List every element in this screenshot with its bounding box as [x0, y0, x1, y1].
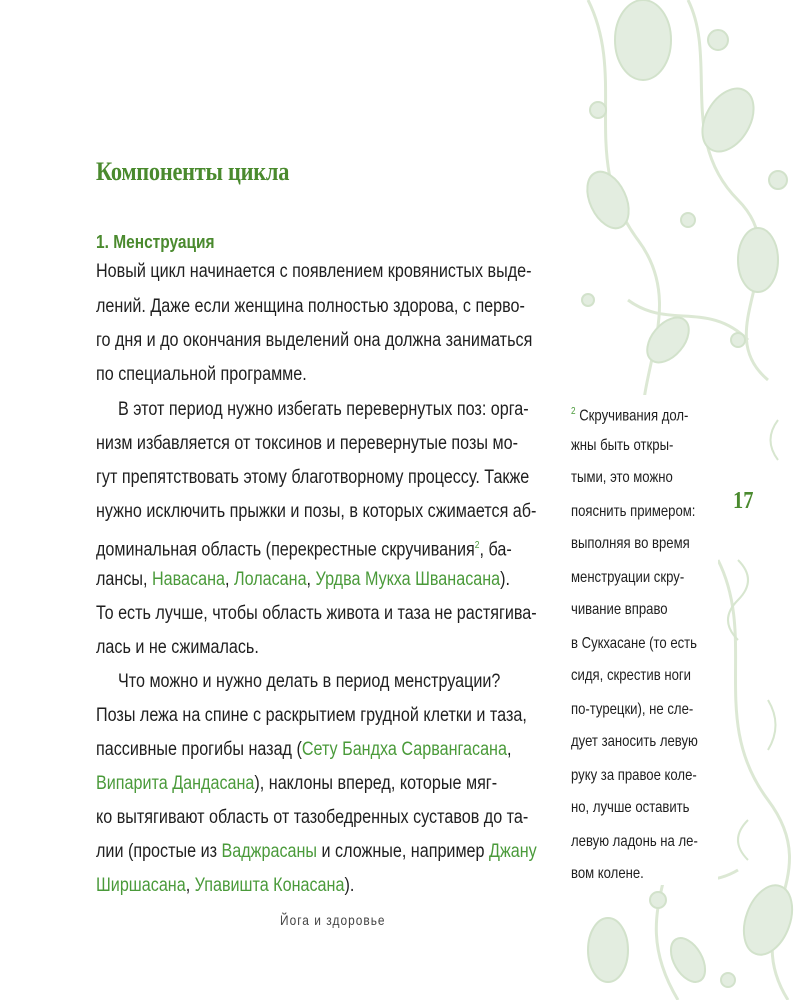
- subsection-title: 1. Менструация: [96, 232, 215, 252]
- text-span: пассивные прогибы назад (: [96, 739, 302, 760]
- pose-link-urdhva[interactable]: Урдва Мукха Шванасана: [315, 569, 501, 590]
- paragraph-line: [96, 840, 537, 864]
- footnote-line: вом колене.: [571, 865, 644, 882]
- paragraph-line: [96, 772, 497, 796]
- footnote-line: по-турецки), не сле-: [571, 701, 694, 718]
- footnote-line: сидя, скрестив ноги: [571, 667, 692, 684]
- footnote-line: в Сукхасане (то есть: [571, 635, 698, 652]
- text-span: ), наклоны вперед, которые мяг-: [254, 773, 498, 794]
- text-span: ,: [185, 875, 195, 896]
- pose-link-shirshasana[interactable]: Ширшасана: [96, 875, 186, 896]
- footnote-line: руку за правое коле-: [571, 767, 697, 784]
- paragraph-line: В этот период нужно избегать перевернутых поз: орга-: [118, 399, 529, 420]
- text-span: ).: [500, 569, 511, 590]
- text-span: Скручивания дол-: [575, 407, 689, 425]
- paragraph-line: То есть лучше, чтобы область живота и таза не растягива-: [96, 603, 537, 624]
- running-footer: Йога и здоровье: [280, 912, 386, 928]
- footnote-line: чивание вправо: [571, 601, 668, 618]
- footnote-line: пояснить примером:: [571, 503, 696, 520]
- pose-link-setu[interactable]: Сету Бандха Сарвангасана: [301, 739, 507, 760]
- text-span: ).: [344, 875, 355, 896]
- footnote-mark: 2: [571, 406, 576, 417]
- text-span: лансы,: [96, 569, 152, 590]
- text-span: ,: [506, 739, 512, 760]
- page-number: 17: [733, 488, 754, 514]
- text-span: , ба-: [479, 539, 512, 561]
- pose-link-vajrasana[interactable]: Ваджрасаны: [221, 841, 318, 862]
- paragraph-line: нужно исключить прыжки и позы, в которых сжимается аб-: [96, 501, 537, 522]
- footnote-ref[interactable]: 2: [474, 540, 480, 551]
- paragraph-line: Позы лежа на спине с раскрытием грудной клетки и таза,: [96, 705, 527, 726]
- footnote-line: тыми, это можно: [571, 469, 673, 486]
- text-span: ,: [306, 569, 316, 590]
- pose-link-navasana[interactable]: Навасана: [151, 569, 225, 590]
- footnote-line: дует заносить левую: [571, 733, 698, 750]
- paragraph-line: Что можно и нужно делать в период менструации?: [118, 671, 501, 692]
- paragraph-line: по специальной программе.: [96, 364, 307, 385]
- text-span: лии (простые из: [96, 841, 222, 862]
- paragraph-line: [96, 874, 354, 898]
- paragraph-line: низм избавляется от токсинов и перевернутые позы мо-: [96, 433, 518, 454]
- footnote-line: но, лучше оставить: [571, 799, 690, 816]
- paragraph-line: го дня и до окончания выделений она должна заниматься: [96, 330, 533, 351]
- section-title: Компоненты цикла: [96, 157, 290, 186]
- footnote-line: левую ладонь на ле-: [571, 833, 698, 850]
- footnote-line: менструации скру-: [571, 569, 685, 586]
- pose-link-janu[interactable]: Джану: [489, 841, 537, 862]
- footnote-line: выполняя во время: [571, 535, 690, 552]
- pose-link-lolasana[interactable]: Лоласана: [233, 569, 307, 590]
- text-span: доминальная область (перекрестные скручивания: [96, 539, 475, 561]
- pose-link-viparita[interactable]: Випарита Дандасана: [96, 773, 255, 794]
- paragraph-line: [96, 738, 511, 762]
- paragraph-line: [96, 534, 512, 562]
- paragraph-line: Новый цикл начинается с появлением кровянистых выде-: [96, 261, 532, 282]
- footnote-line: жны быть откры-: [571, 437, 674, 454]
- paragraph-line: гут препятствовать этому благотворному процессу. Также: [96, 467, 530, 488]
- paragraph-line: лась и не сжималась.: [96, 637, 259, 658]
- paragraph-line: ко вытягивают область от тазобедренных суставов до та-: [96, 807, 529, 828]
- text-span: и сложные, например: [317, 841, 490, 862]
- paragraph-line: [96, 568, 510, 592]
- paragraph-line: лений. Даже если женщина полностью здорова, с перво-: [96, 296, 525, 317]
- footnote-line: [571, 402, 688, 426]
- pose-link-upavishta[interactable]: Упавишта Конасана: [194, 875, 345, 896]
- text-span: ,: [224, 569, 234, 590]
